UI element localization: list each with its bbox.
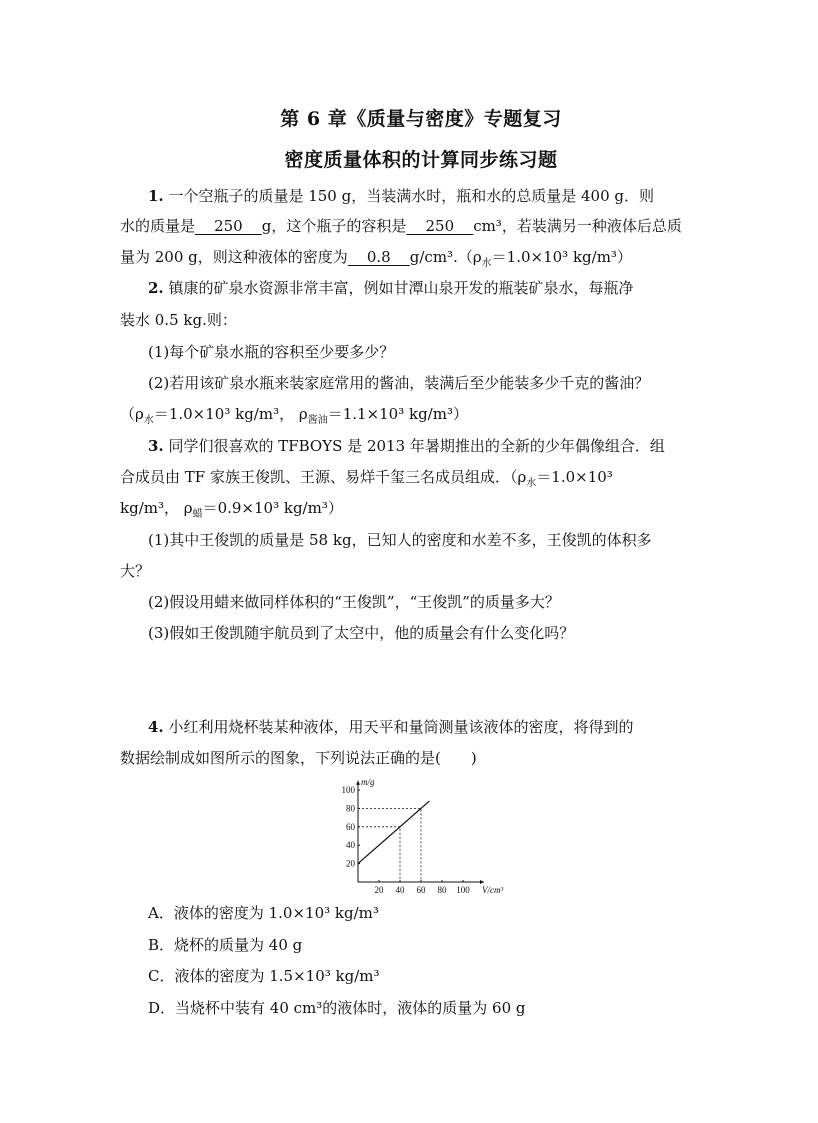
q1-answer-water-mass: 250	[195, 217, 262, 235]
y-axis-label: m/g	[361, 776, 375, 787]
q3-part3: (3)假如王俊凯随宇航员到了太空中，他的质量会有什么变化吗？	[148, 624, 575, 642]
q2-constants	[120, 404, 468, 424]
x-tick-label: 60	[416, 885, 426, 895]
x-tick-label: 100	[456, 885, 470, 895]
y-tick-label: 100	[341, 785, 355, 795]
q1-answer-density: 0.8	[347, 248, 410, 266]
q1-text3a: 量为 200 g，则这种液体的密度为	[120, 248, 348, 266]
q3-text2b: ＝1.0×10³	[536, 468, 613, 486]
q2-sub-soy: 酱油	[307, 415, 328, 426]
q1-text1: 一个空瓶子的质量是 150 g，当装满水时，瓶和水的总质量是 400 g．则	[168, 187, 654, 205]
q2-line2: 装水 0.5 kg.则：	[120, 311, 237, 329]
q3-part1b: 大？	[120, 562, 151, 580]
q4-line2: 数据绘制成如图所示的图象，下列说法正确的是( )	[120, 749, 477, 767]
x-axis-arrow	[480, 880, 484, 884]
q3-part1a: (1)其中王俊凯的质量是 58 kg，已知人的密度和水差不多，王俊凯的体积多	[148, 531, 652, 549]
q4-option-d: D．当烧杯中装有 40 cm³的液体时，液体的质量为 60 g	[148, 999, 526, 1017]
q1-number: 1.	[148, 187, 164, 205]
x-tick-label: 20	[374, 885, 384, 895]
q2-number: 2.	[148, 279, 164, 297]
y-tick-label: 20	[346, 858, 355, 869]
exercise-title: 密度质量体积的计算同步练习题	[284, 149, 558, 171]
q1-sub-water: 水	[481, 258, 492, 269]
q3-line2	[120, 467, 613, 487]
y-axis-arrow	[356, 781, 360, 785]
q2-sub-water: 水	[143, 415, 154, 426]
q1-answer-volume: 250	[406, 217, 474, 235]
mass-volume-chart	[318, 770, 504, 900]
x-tick-label: 80	[437, 885, 447, 895]
y-tick-label: 80	[346, 803, 355, 814]
series-line	[358, 801, 429, 864]
q1-text3c: ＝1.0×10³ kg/m³）	[491, 248, 632, 266]
y-tick-label: 60	[346, 821, 355, 832]
q4-text1: 小红利用烧杯装某种液体，用天平和量筒测量该液体的密度，将得到的	[168, 718, 634, 736]
guide-line	[358, 808, 421, 882]
x-axis-label: V/cm³	[482, 885, 504, 895]
y-tick-label: 40	[346, 840, 355, 851]
q3-part2: (2)假设用蜡来做同样体积的“王俊凯”，“王俊凯”的质量多大？	[148, 593, 560, 611]
q2-part2: (2)若用该矿泉水瓶来装家庭常用的酱油，装满后至少能装多少千克的酱油？	[148, 374, 650, 392]
q2-const-a: （ρ	[120, 405, 144, 423]
q3-line3	[120, 498, 343, 518]
q2-line1	[148, 278, 633, 298]
x-tick-label: 40	[395, 885, 405, 895]
q1-text2a: 水的质量是	[120, 217, 196, 235]
q1-line1	[148, 186, 654, 206]
q1-line3	[120, 247, 632, 267]
q2-part1: (1)每个矿泉水瓶的容积至少要多少？	[148, 343, 395, 361]
q1-text2b: g，这个瓶子的容积是	[261, 217, 407, 235]
q2-text1: 镇康的矿泉水资源非常丰富，例如甘潭山泉开发的瓶装矿泉水，每瓶净	[168, 279, 634, 297]
q3-text1: 同学们很喜欢的 TFBOYS 是 2013 年暑期推出的全新的少年偶像组合．组	[168, 437, 665, 455]
q4-number: 4.	[148, 718, 164, 736]
q1-text2c: cm³，若装满另一种液体后总质	[473, 217, 682, 235]
q3-text2a: 合成员由 TF 家族王俊凯、王源、易烊千玺三名成员组成．（ρ	[120, 468, 527, 486]
q3-text3a: kg/m³， ρ	[120, 499, 193, 517]
q3-sub-water: 水	[526, 478, 537, 489]
q2-const-b: ＝1.0×10³ kg/m³， ρ	[153, 405, 308, 423]
q4-option-a: A．液体的密度为 1.0×10³ kg/m³	[148, 904, 379, 922]
q4-line1	[148, 717, 633, 737]
q4-option-b: B．烧杯的质量为 40 g	[148, 936, 303, 954]
q3-number: 3.	[148, 437, 164, 455]
q4-option-c: C．液体的密度为 1.5×10³ kg/m³	[148, 967, 380, 985]
q2-const-c: ＝1.1×10³ kg/m³）	[327, 405, 468, 423]
chapter-title: 第 6 章《质量与密度》专题复习	[280, 108, 562, 130]
q1-text3b: g/cm³.（ρ	[409, 248, 482, 266]
guide-line	[358, 827, 400, 882]
q1-line2	[120, 216, 682, 236]
q3-line1	[148, 436, 665, 456]
q3-text3b: ＝0.9×10³ kg/m³）	[202, 499, 343, 517]
q3-sub-wax: 蜡	[192, 509, 203, 520]
